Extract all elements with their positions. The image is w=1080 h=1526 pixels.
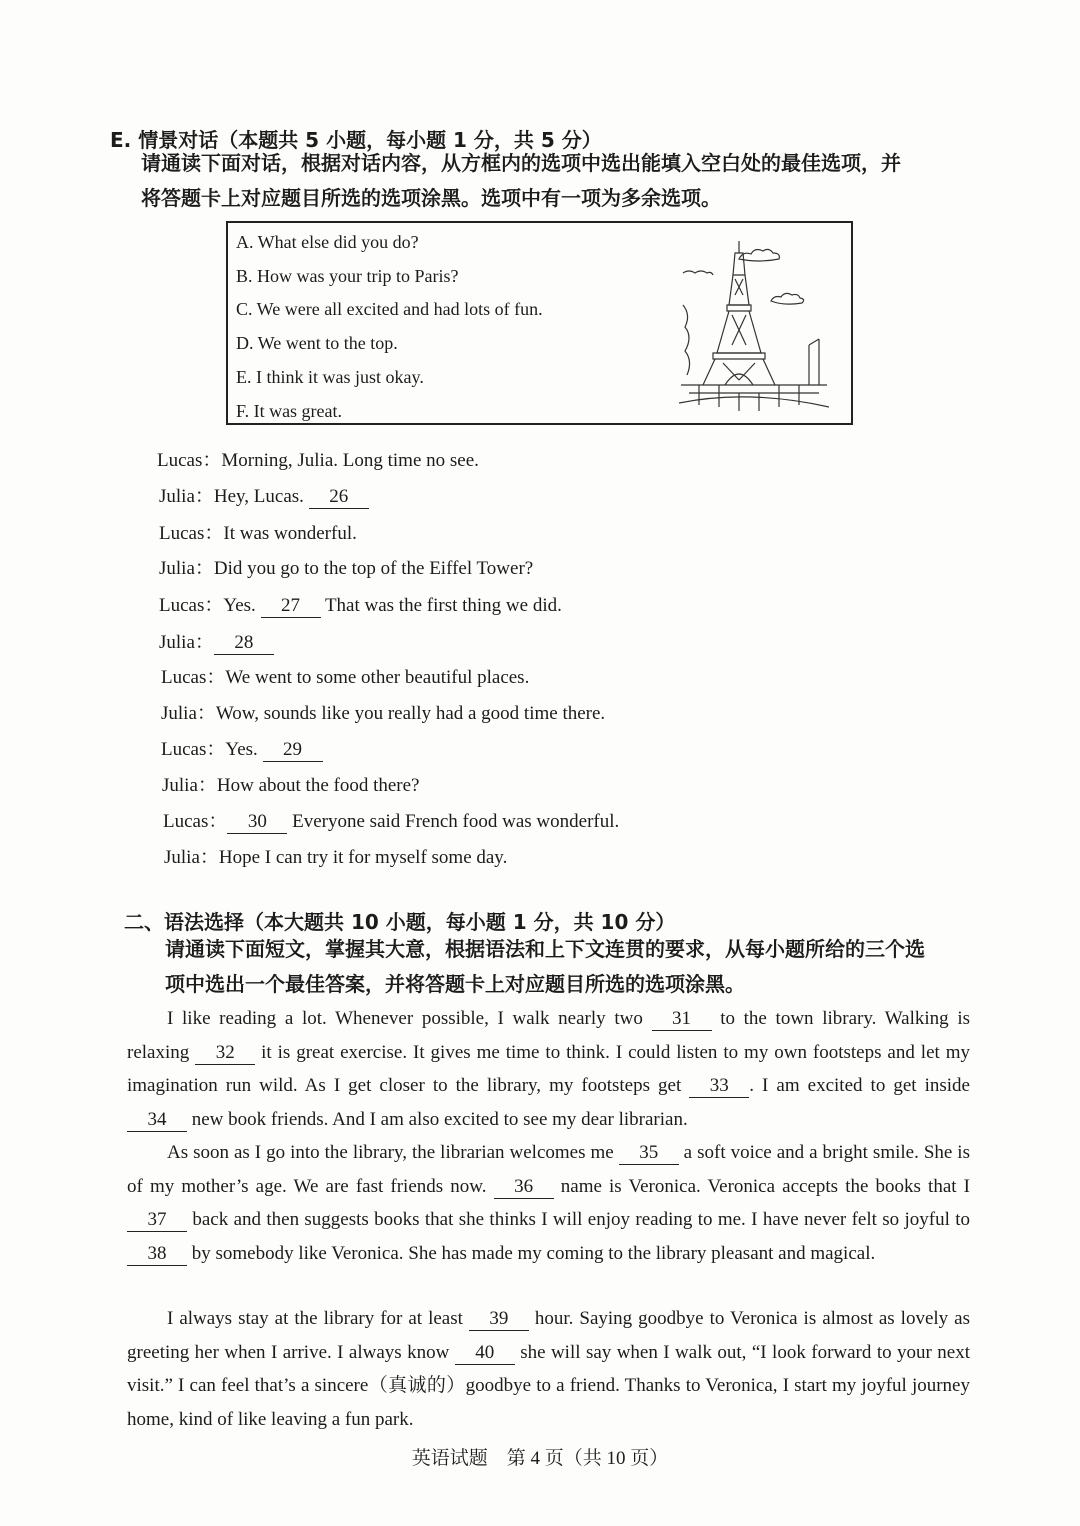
dialogue-line <box>159 518 357 545</box>
option-e: E. I think it was just okay. <box>236 367 424 387</box>
answer-blank-26[interactable]: 26 <box>309 486 369 509</box>
dialogue-line <box>161 734 323 762</box>
speaker: Lucas： <box>159 595 224 616</box>
section-2-instruction <box>165 932 925 1002</box>
eiffel-tower-illustration <box>679 235 829 415</box>
line-text-after: That was the first thing we did. <box>320 595 562 616</box>
section-e-instruction <box>141 146 901 216</box>
passage-paragraph-1: I like reading a lot. Whenever possible, I walk nearly two 31 to the town library. Walking is relaxing 32 it is great exercise. It gives me time to think. I could listen to my own footsteps and let my imagination run wild. As I get closer to the library, my footsteps get 33 . I am excited to get inside 34 new book friends. And I am also excited to see my dear librarian. <box>127 1008 970 1130</box>
speaker: Lucas： <box>163 811 228 832</box>
answer-blank-28[interactable]: 28 <box>214 632 274 655</box>
answer-blank-40[interactable]: 40 <box>455 1342 515 1365</box>
speaker: Julia： <box>161 703 216 724</box>
answer-blank-38[interactable]: 38 <box>127 1243 187 1266</box>
dialogue-line <box>163 806 619 834</box>
dialogue-line <box>157 445 479 472</box>
answer-blank-35[interactable]: 35 <box>619 1142 679 1165</box>
speaker: Julia： <box>159 632 214 653</box>
line-text: Yes. <box>225 739 263 760</box>
answer-blank-34[interactable]: 34 <box>127 1109 187 1132</box>
answer-blank-27[interactable]: 27 <box>261 595 321 618</box>
passage-paragraph-2: As soon as I go into the library, the librarian welcomes me 35 a soft voice and a bright smile. She is of my mother’s age. We are fast friends now. 36 name is Veronica. Veronica accepts the books that I 37 back and then suggests books that she thinks I will enjoy reading to me. I have never felt so joyful to 38 by somebody like Veronica. She has made my coming to the library pleasant and magical. <box>127 1142 970 1264</box>
dialogue-line <box>159 481 369 509</box>
page-footer: 英语试题 第 4 页（共 10 页） <box>411 1448 669 1469</box>
dialogue-line <box>164 842 507 869</box>
options-box <box>226 221 853 425</box>
option-a: A. What else did you do? <box>236 232 419 252</box>
line-text: Did you go to the top of the Eiffel Tower? <box>213 558 534 579</box>
section-e-title: E. 情景对话（本题共 5 小题，每小题 1 分，共 5 分） <box>110 128 602 152</box>
answer-blank-32[interactable]: 32 <box>195 1042 255 1065</box>
speaker: Julia： <box>159 486 214 507</box>
answer-blank-33[interactable]: 33 <box>689 1075 749 1098</box>
line-text: Wow, sounds like you really had a good time there. <box>215 703 606 724</box>
line-text: Yes. <box>223 595 261 616</box>
passage-paragraph-3: I always stay at the library for at least 39 hour. Saying goodbye to Veronica is almost as lovely as greeting her when I arrive. I always know 40 she will say when I walk out, “I look forward to your next visit.” I can feel that’s a sincere（真诚的）goodbye to a friend. Thanks to Veronica, I start my joyful journey home, kind of like leaving a fun park. <box>127 1308 970 1430</box>
answer-blank-30[interactable]: 30 <box>227 811 287 834</box>
speaker: Julia： <box>164 847 219 868</box>
answer-blank-29[interactable]: 29 <box>263 739 323 762</box>
speaker: Julia： <box>159 558 214 579</box>
line-text: It was wonderful. <box>223 523 357 544</box>
option-c: C. We were all excited and had lots of fun. <box>236 299 543 319</box>
dialogue-line <box>161 698 605 725</box>
line-text: Morning, Julia. Long time no see. <box>221 450 479 471</box>
answer-blank-31[interactable]: 31 <box>652 1008 712 1031</box>
speaker: Lucas： <box>157 450 222 471</box>
instruction-line-2: 项中选出一个最佳答案，并将答题卡上对应题目所选的选项涂黑。 <box>165 972 745 996</box>
dialogue-line <box>161 662 529 689</box>
option-b: B. How was your trip to Paris? <box>236 266 459 286</box>
speaker: Lucas： <box>161 667 226 688</box>
answer-blank-39[interactable]: 39 <box>469 1308 529 1331</box>
speaker: Lucas： <box>159 523 224 544</box>
speaker: Lucas： <box>161 739 226 760</box>
line-text: Hey, Lucas. <box>213 486 309 507</box>
instruction-line-2: 将答题卡上对应题目所选的选项涂黑。选项中有一项为多余选项。 <box>141 186 721 210</box>
line-text: We went to some other beautiful places. <box>225 667 530 688</box>
answer-blank-37[interactable]: 37 <box>127 1209 187 1232</box>
option-f: F. It was great. <box>236 401 343 421</box>
dialogue-line <box>162 770 420 797</box>
line-text: How about the food there? <box>216 775 420 796</box>
answer-blank-36[interactable]: 36 <box>494 1176 554 1199</box>
line-text: Hope I can try it for myself some day. <box>218 847 508 868</box>
instruction-line-1: 请通读下面短文，掌握其大意，根据语法和上下文连贯的要求，从每小题所给的三个选 <box>165 937 925 961</box>
section-2-title: 二、语法选择（本大题共 10 小题，每小题 1 分，共 10 分） <box>124 910 676 934</box>
dialogue-line <box>159 553 533 580</box>
line-text-after: Everyone said French food was wonderful. <box>287 811 620 832</box>
instruction-line-1: 请通读下面对话，根据对话内容，从方框内的选项中选出能填入空白处的最佳选项，并 <box>141 151 901 175</box>
dialogue-line <box>159 590 562 618</box>
dialogue-line <box>159 627 274 655</box>
speaker: Julia： <box>162 775 217 796</box>
option-d: D. We went to the top. <box>236 333 398 353</box>
